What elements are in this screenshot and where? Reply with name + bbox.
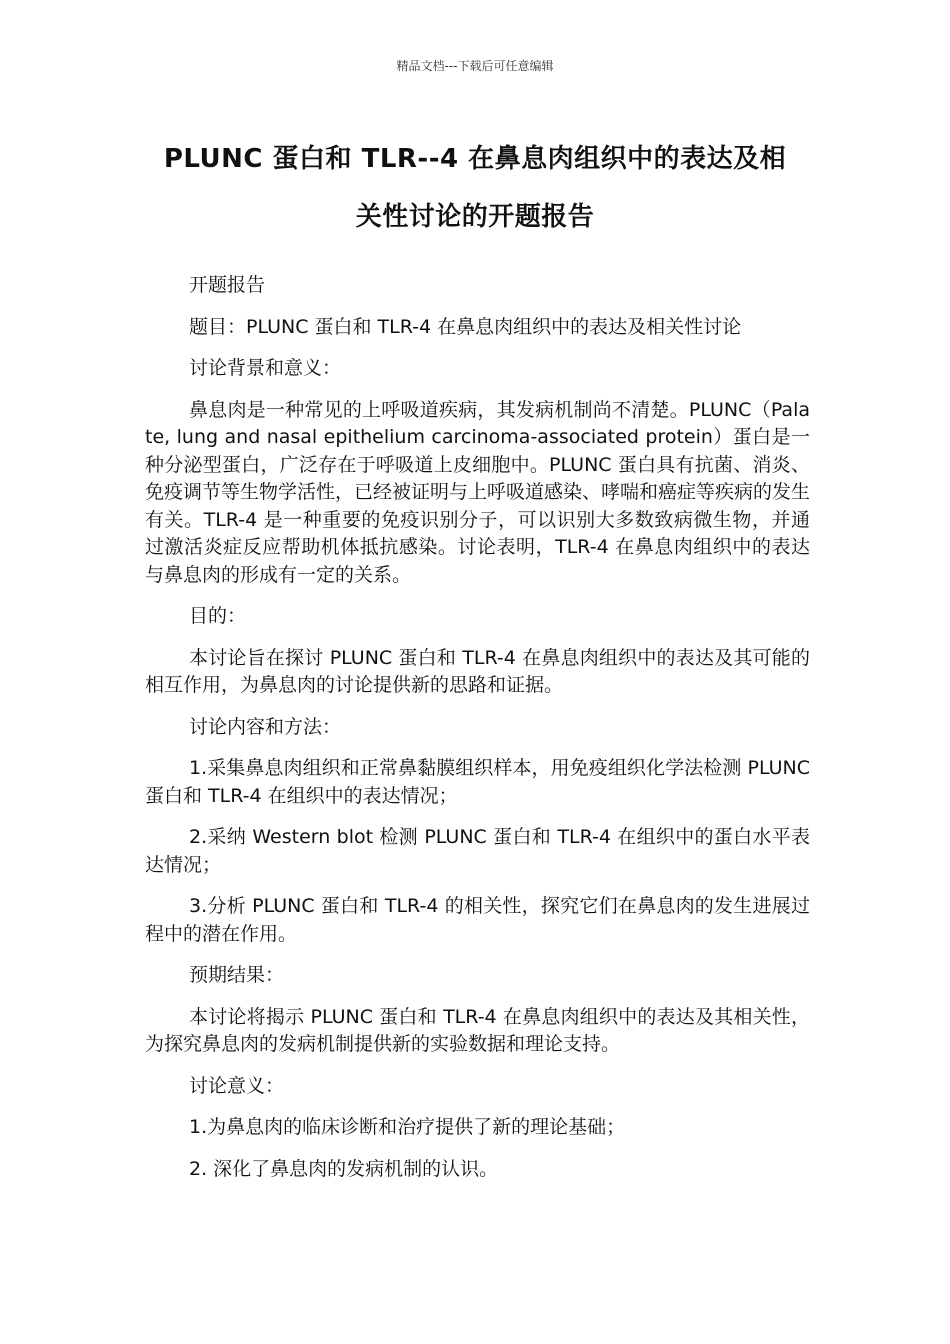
aim-paragraph: 本讨论旨在探讨 PLUNC 蛋白和 TLR-4 在鼻息肉组织中的表达及其可能的相互作用，为鼻息肉的讨论提供新的思路和证据。 (145, 646, 810, 696)
method-item-1: 1.采集鼻息肉组织和正常鼻黏膜组织样本，用免疫组织化学法检测 PLUNC 蛋白和 TLR-4 在组织中的表达情况； (145, 757, 810, 807)
topic-line: 题目：PLUNC 蛋白和 TLR-4 在鼻息肉组织中的表达及相关性讨论 (189, 315, 742, 338)
method-heading: 讨论内容和方法： (189, 715, 342, 738)
significance-item-2: 2. 深化了鼻息肉的发病机制的认识。 (189, 1157, 499, 1180)
page-header-note: 精品文档---下载后可任意编辑 (396, 59, 554, 73)
aim-heading: 目的： (189, 605, 247, 627)
document-body (145, 272, 810, 1197)
significance-heading: 讨论意义： (189, 1074, 285, 1097)
significance-item-1: 1.为鼻息肉的临床诊断和治疗提供了新的理论基础； (189, 1116, 626, 1138)
method-item-2: 2.采纳 Western blot 检测 PLUNC 蛋白和 TLR-4 在组织中的蛋白水平表达情况； (145, 826, 810, 876)
background-paragraph: 鼻息肉是一种常见的上呼吸道疾病，其发病机制尚不清楚。PLUNC（Palate, lung and nasal epithelium carcinoma-associated protein）蛋白是一种分泌型蛋白，广泛存在于呼吸道上皮细胞中。PLUNC 蛋白具有抗菌、消炎、免疫调节等生物学活性，已经被证明与上呼吸道感染、哮喘和癌症等疾病的发生有关。TLR-4 是一种重要的免疫识别分子，可以识别大多数致病微生物，并通过激活炎症反应帮助机体抵抗感染。讨论表明，TLR-4 在鼻息肉组织中的表达与鼻息肉的形成有一定的关系。 (145, 398, 811, 586)
result-paragraph: 本讨论将揭示 PLUNC 蛋白和 TLR-4 在鼻息肉组织中的表达及其相关性，为探究鼻息肉的发病机制提供新的实验数据和理论支持。 (145, 1005, 810, 1055)
method-item-3: 3.分析 PLUNC 蛋白和 TLR-4 的相关性，探究它们在鼻息肉的发生进展过程中的潜在作用。 (145, 895, 810, 945)
document-title-line-1: PLUNC 蛋白和 TLR--4 在鼻息肉组织中的表达及相 (163, 144, 787, 174)
document-title-line-2: 关性讨论的开题报告 (355, 202, 595, 232)
background-heading: 讨论背景和意义： (189, 357, 342, 379)
result-heading: 预期结果： (189, 964, 285, 986)
report-label: 开题报告 (189, 274, 266, 296)
